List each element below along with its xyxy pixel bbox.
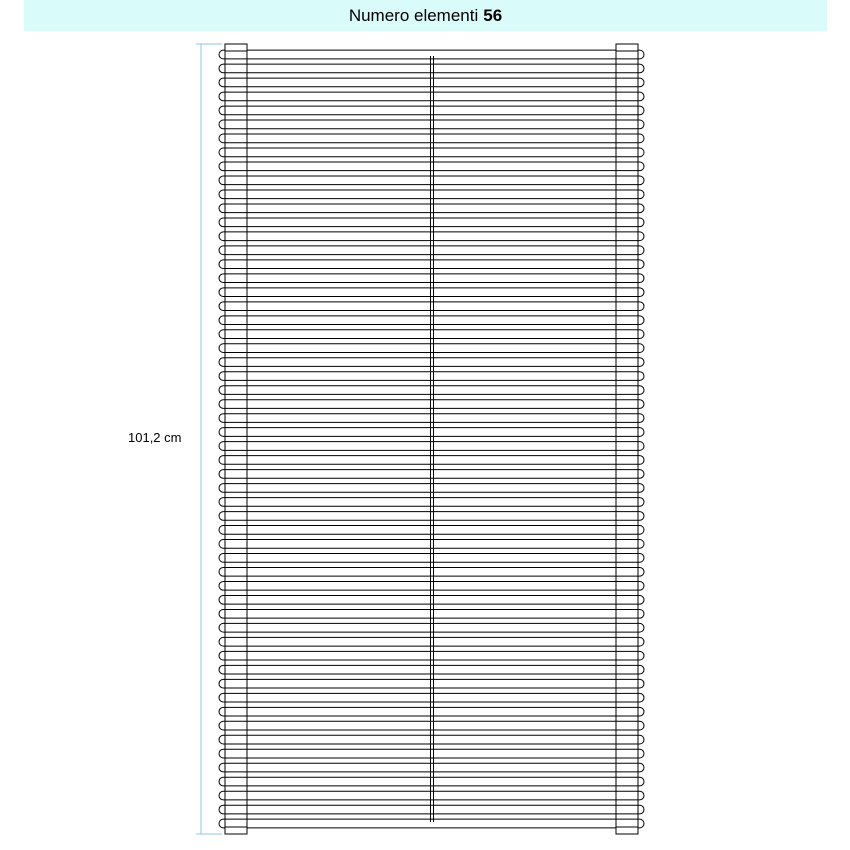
radiator-tube [219,414,644,423]
radiator-tube [219,400,644,409]
radiator-tube [219,749,644,758]
radiator-tube [219,358,644,367]
height-dimension-label: 101,2 cm [128,430,182,445]
radiator-tube [219,120,644,129]
radiator-tube [219,595,644,604]
radiator-tube [219,344,644,353]
radiator-tube [219,637,644,646]
radiator-tube [219,218,644,227]
radiator-tube [219,302,644,311]
radiator-tube [219,148,644,157]
radiator-tube [219,106,644,115]
radiator-tube [219,442,644,451]
radiator-tube [219,50,644,59]
radiator-tube [219,512,644,521]
radiator-tube [219,330,644,339]
radiator-tube [219,623,644,632]
radiator-tube [219,64,644,73]
radiator-tube [219,176,644,185]
radiator-tube [219,805,644,814]
radiator-tube [219,735,644,744]
title-label: Numero elementi [348,5,479,25]
left-top-cap [225,44,247,51]
radiator-tube [219,665,644,674]
radiator-tube [219,791,644,800]
radiator-tube [219,386,644,395]
radiator-tube [219,316,644,325]
radiator-tube [219,526,644,535]
radiator-tube [219,92,644,101]
radiator-tube [219,162,644,171]
right-top-cap [616,44,638,51]
radiator-tube [219,693,644,702]
radiator-tube [219,134,644,143]
radiator-tubes [219,50,644,828]
radiator-tube [219,498,644,507]
radiator-tube [219,190,644,199]
radiator-tube [219,246,644,255]
radiator-tube [219,456,644,465]
radiator-tube [219,204,644,213]
radiator-tube [219,554,644,563]
radiator-tube [219,540,644,549]
height-dimension-line [196,44,222,834]
radiator-tube [219,777,644,786]
radiator-tube [219,260,644,269]
left-bottom-cap [225,827,247,834]
radiator-tube [219,763,644,772]
radiator-tube [219,707,644,716]
radiator-tube [219,274,644,283]
radiator-tube [219,78,644,87]
radiator-tube [219,609,644,618]
radiator-tube [219,568,644,577]
radiator-tube [219,679,644,688]
radiator-tube [219,288,644,297]
radiator-tube [219,470,644,479]
radiator-tube [219,484,644,493]
radiator-tube [219,651,644,660]
radiator-tube [219,819,644,828]
radiator-tube [219,428,644,437]
element-count: 56 [483,5,503,25]
radiator-tube [219,372,644,381]
radiator-tube [219,581,644,590]
radiator-tube [219,721,644,730]
radiator-tube [219,232,644,241]
right-bottom-cap [616,827,638,834]
